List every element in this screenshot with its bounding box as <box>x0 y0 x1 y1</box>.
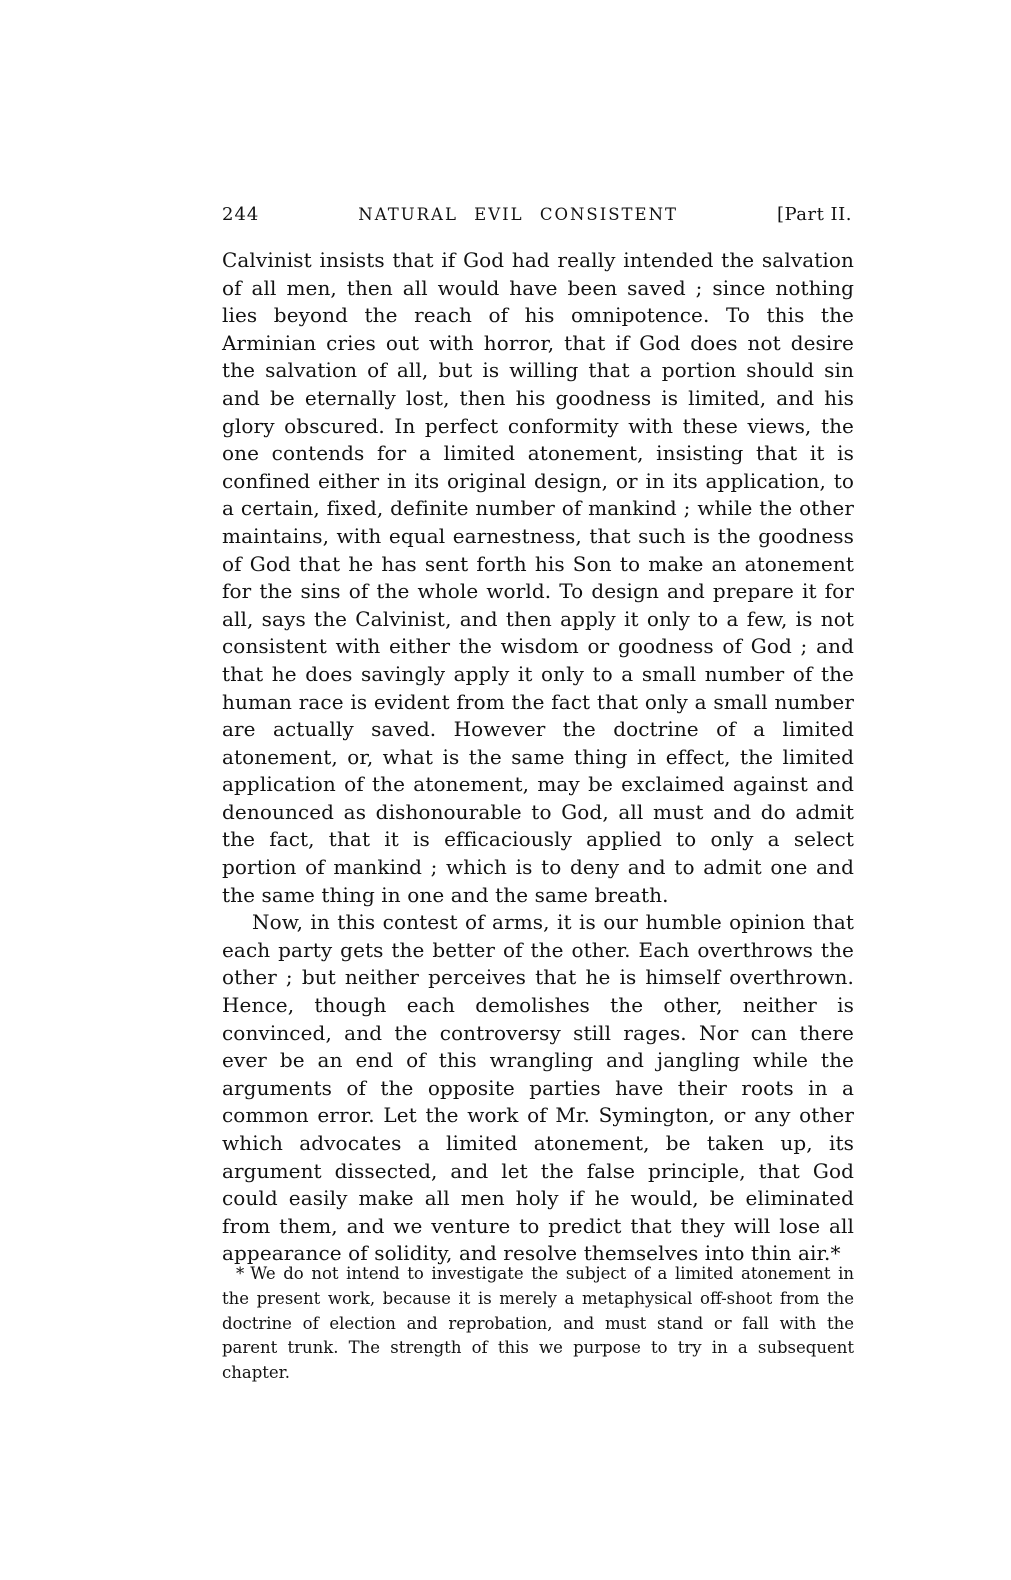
footnote-paragraph <box>222 1262 854 1386</box>
footnote-marker: * <box>236 1264 245 1283</box>
paragraph-2: Now, in this contest of arms, it is our humble opinion that each party gets the better of the other. Each overthrows the other ; but neither perceives that he is himself overthrown. Hence, though each demolishes the other, neither is convinced, and the controversy still rages. Nor can there ever be an end of this wrangling and jangling while the arguments of the opposite parties have their roots in a common error. Let the work of Mr. Symington, or any other which advocates a limited atonement, be taken up, its argument dissected, and let the false principle, that God could easily make all men holy if he would, be eliminated from them, and we venture to predict that they will lose all appearance of solidity, and resolve themselves into thin air.* <box>222 910 854 1266</box>
page-header <box>222 204 852 225</box>
running-title: NATURAL EVIL CONSISTENT <box>358 205 679 224</box>
paragraph-1: Calvinist insists that if God had really intended the salvation of all men, then all would have been saved ; since nothing lies beyond the reach of his omnipotence. To this the Arminian cries out with horror, that if God does not desire the salvation of all, but is willing that a portion should sin and be eternally lost, then his goodness is limited, and his glory obscured. In perfect conformity with these views, the one contends for a limited atonement, insisting that it is confined either in its original design, or in its application, to a certain, fixed, definite number of mankind ; while the other maintains, with equal earnestness, that such is the goodness of God that he has sent forth his Son to make an atonement for the sins of the whole world. To design and prepare it for all, says the Calvinist, and then apply it only to a few, is not consistent with either the wisdom or goodness of God ; and that he does savingly apply it only to a small number of the human race is evident from the fact that only a small number are actually saved. However the doctrine of a limited atonement, or, what is the same thing in effect, the limited application of the atonement, may be exclaimed against and denounced as dishonourable to God, all must and do admit the fact, that it is efficaciously applied to only a select portion of mankind ; which is to deny and to admit one and the same thing in one and the same breath. <box>222 248 854 907</box>
page-number: 244 <box>222 204 260 225</box>
part-label: [Part II. <box>776 204 852 225</box>
body-text <box>222 247 854 1268</box>
footnote-text: We do not intend to investigate the subject of a limited atonement in the present work, because it is merely a metaphysical off-shoot from the doctrine of election and reprobation, and must stand or fall with the parent trunk. The strength of this we purpose to try in a subsequent chapter. <box>222 1264 854 1383</box>
footnote <box>222 1262 854 1386</box>
